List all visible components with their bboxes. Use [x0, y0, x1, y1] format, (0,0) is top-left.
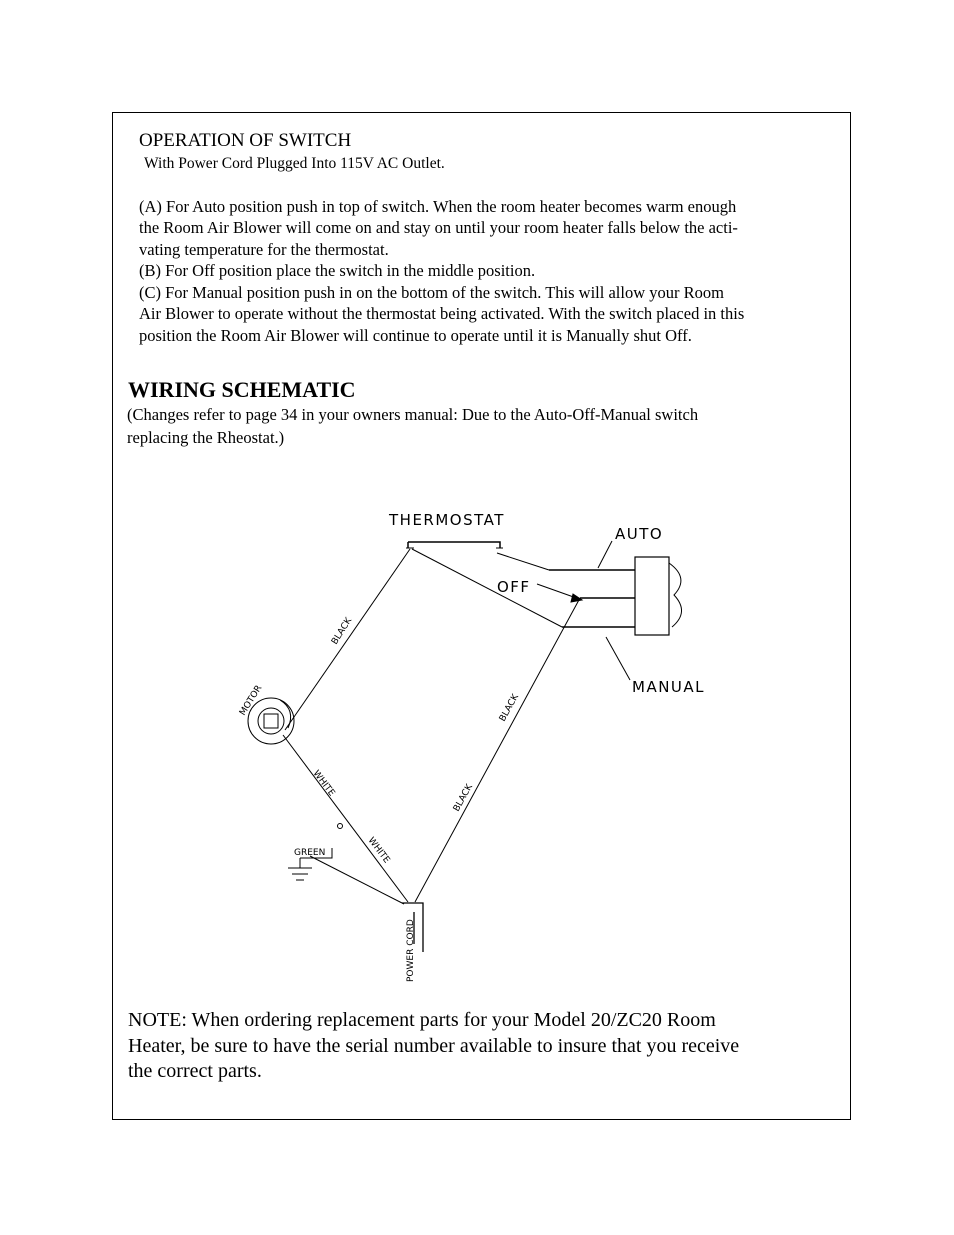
label-motor: MOTOR: [238, 683, 265, 718]
wiring-schematic-title: WIRING SCHEMATIC: [128, 377, 356, 402]
replacement-parts-note: NOTE: When ordering replacement parts for your Model 20/ZC20 Room Heater, be sure to have the serial number available to insure that you receive the correct parts.: [128, 1009, 740, 1082]
operation-paragraph-a: (A) For Auto position push in top of switch. When the room heater becomes warm enough the Room Air Blower will come on and stay on until your room heater falls below the acti- vating temperature for the thermostat.: [139, 197, 738, 259]
operation-subtitle: With Power Cord Plugged Into 115V AC Outlet.: [144, 155, 445, 172]
label-manual: MANUAL: [632, 678, 706, 696]
label-black-right: BLACK: [497, 692, 521, 724]
switch-rocker: [669, 563, 682, 627]
label-black-top: BLACK: [330, 616, 355, 647]
operation-paragraph-c: (C) For Manual position push in on the bottom of the switch. This will allow your Room Air Blower to operate without the thermostat being activated. With the switch placed in this position the Room Air Blower will continue to operate until it is Manually shut Off.: [139, 283, 745, 345]
switch-body: [635, 557, 669, 635]
label-white-upper: WHITE: [310, 768, 337, 799]
thermostat-body: [408, 542, 500, 548]
motor-outer: [248, 698, 294, 744]
label-off: OFF: [497, 578, 531, 596]
label-power-cord: POWER CORD: [406, 919, 416, 982]
operation-title: OPERATION OF SWITCH: [139, 130, 352, 151]
label-green: GREEN: [294, 848, 326, 858]
wiring-schematic-note: (Changes refer to page 34 in your owners manual: Due to the Auto-Off-Manual switch replacing the Rheostat.): [127, 405, 699, 447]
label-auto: AUTO: [615, 525, 664, 543]
label-white-lower: WHITE: [365, 835, 392, 866]
label-thermostat: THERMOSTAT: [389, 511, 505, 529]
operation-paragraph-b: (B) For Off position place the switch in the middle position.: [139, 261, 536, 280]
label-black-bottom: BLACK: [451, 782, 475, 814]
